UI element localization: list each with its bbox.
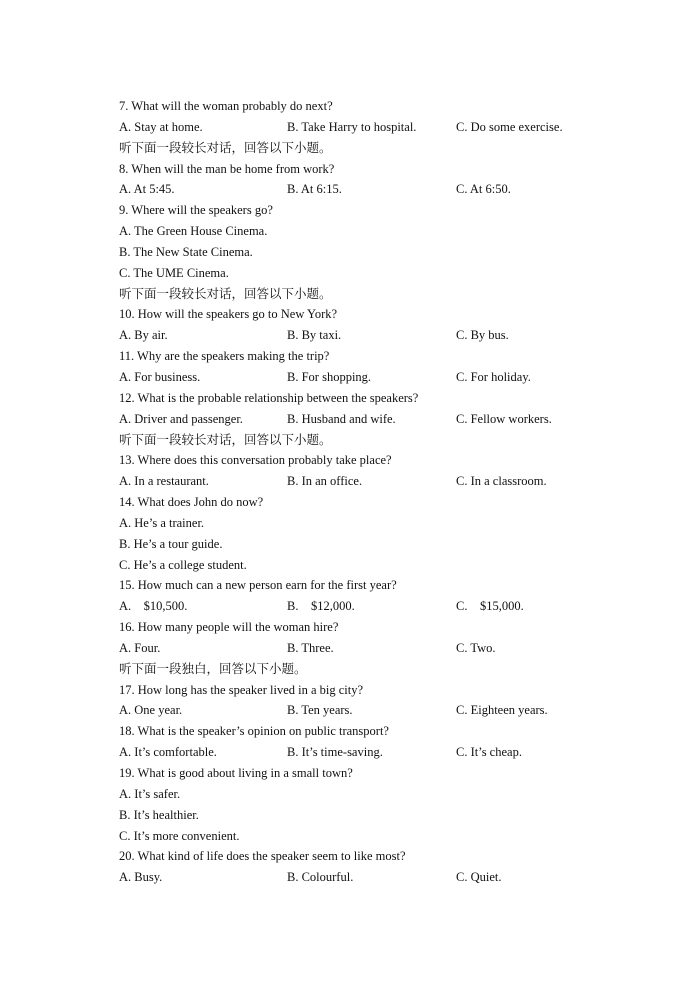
option-row: [119, 179, 679, 200]
option-b: B. It’s time-saving.: [287, 745, 383, 760]
option-a: A. One year.: [119, 703, 183, 718]
option-a: A. In a restaurant.: [119, 474, 209, 489]
option-row: [119, 700, 679, 721]
question-text: 10. How will the speakers go to New York?: [119, 307, 338, 322]
option-line: A. It’s safer.: [119, 786, 181, 801]
question-text: 8. When will the man be home from work?: [119, 161, 335, 176]
option-b: B. In an office.: [287, 474, 363, 489]
option-a: A. $10,500.: [119, 599, 188, 614]
option-b: B. Ten years.: [287, 703, 353, 718]
option-line: B. He’s a tour guide.: [119, 536, 223, 551]
option-c: C. For holiday.: [456, 369, 531, 384]
option-a: A. Four.: [119, 640, 161, 655]
option-a: A. Stay at home.: [119, 119, 203, 134]
option-b: B. Take Harry to hospital.: [287, 119, 417, 134]
option-a: A. Driver and passenger.: [119, 411, 243, 426]
question-text: 16. How many people will the woman hire?: [119, 620, 339, 635]
option-c: C. Two.: [456, 640, 496, 655]
question-text: 11. Why are the speakers making the trip?: [119, 349, 330, 364]
question-text: 20. What kind of life does the speaker seem to like most?: [119, 849, 406, 864]
option-c: C. Do some exercise.: [456, 119, 563, 134]
option-row: [119, 367, 679, 388]
option-a: A. For business.: [119, 369, 201, 384]
option-c: C. $15,000.: [456, 599, 524, 614]
section-instruction: 听下面一段独白，回答以下小题。: [119, 660, 307, 676]
option-b: B. At 6:15.: [287, 182, 342, 197]
question-text: 17. How long has the speaker lived in a big city?: [119, 682, 364, 697]
question-text: 19. What is good about living in a small town?: [119, 766, 353, 780]
question-text: 13. Where does this conversation probably take place?: [119, 453, 392, 468]
option-c: C. Eighteen years.: [456, 703, 548, 718]
question-text: 18. What is the speaker’s opinion on public transport?: [119, 724, 389, 739]
option-b: B. Three.: [287, 640, 334, 655]
option-c: C. By bus.: [456, 328, 509, 343]
option-line: C. The UME Cinema.: [119, 265, 229, 280]
option-row: [119, 596, 679, 617]
question-text: 7. What will the woman probably do next?: [119, 99, 333, 113]
question-text: 15. How much can a new person earn for the first year?: [119, 578, 397, 593]
option-a: A. At 5:45.: [119, 182, 175, 197]
question-text: 14. What does John do now?: [119, 495, 264, 510]
option-row: [119, 867, 679, 888]
option-a: A. Busy.: [119, 870, 163, 885]
section-instruction: 听下面一段较长对话，回答以下小题。: [119, 285, 332, 301]
option-b: B. For shopping.: [287, 369, 372, 384]
question-text: 9. Where will the speakers go?: [119, 203, 273, 218]
option-row: [119, 325, 679, 346]
option-line: B. The New State Cinema.: [119, 244, 253, 259]
option-c: C. At 6:50.: [456, 182, 511, 197]
option-c: C. Quiet.: [456, 870, 502, 885]
option-b: B. $12,000.: [287, 599, 355, 614]
option-row: [119, 471, 679, 492]
option-b: B. Husband and wife.: [287, 411, 396, 426]
option-line: B. It’s healthier.: [119, 807, 199, 822]
option-line: A. He’s a trainer.: [119, 515, 205, 530]
section-instruction: 听下面一段较长对话，回答以下小题。: [119, 139, 332, 155]
option-row: [119, 409, 679, 430]
option-b: B. Colourful.: [287, 870, 354, 885]
section-instruction: 听下面一段较长对话，回答以下小题。: [119, 431, 332, 447]
option-c: C. In a classroom.: [456, 474, 547, 489]
option-b: B. By taxi.: [287, 328, 342, 343]
option-line: A. The Green House Cinema.: [119, 224, 268, 239]
option-row: [119, 117, 679, 138]
option-row: [119, 742, 679, 763]
option-c: C. Fellow workers.: [456, 411, 552, 426]
option-row: [119, 638, 679, 659]
option-line: C. He’s a college student.: [119, 557, 247, 572]
option-a: A. By air.: [119, 328, 168, 343]
option-c: C. It’s cheap.: [456, 745, 522, 760]
question-text: 12. What is the probable relationship between the speakers?: [119, 390, 419, 405]
option-line: C. It’s more convenient.: [119, 828, 240, 843]
question-list: [119, 96, 679, 888]
option-a: A. It’s comfortable.: [119, 745, 217, 760]
